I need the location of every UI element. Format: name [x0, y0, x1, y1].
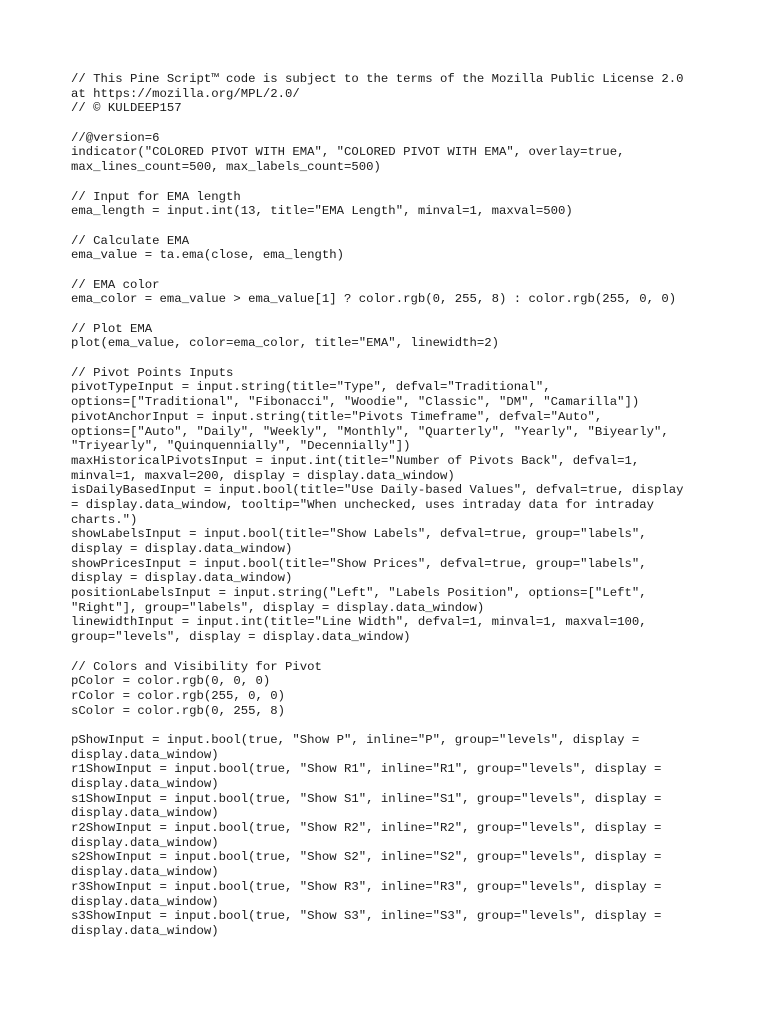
code-line: options=["Auto", "Daily", "Weekly", "Monthly", "Quarterly", "Yearly", "Biyearly", — [71, 424, 669, 439]
code-line: pivotTypeInput = input.string(title="Type", defval="Traditional", — [71, 380, 551, 395]
blank-line — [71, 116, 711, 131]
code-line: s3ShowInput = input.bool(true, "Show S3", inline="S3", group="levels", display = — [71, 909, 662, 924]
code-line: display.data_window) — [71, 806, 219, 821]
code-line: ema_color = ema_value > ema_value[1] ? color.rgb(0, 255, 8) : color.rgb(255, 0, 0) — [71, 292, 677, 307]
blank-line — [71, 351, 711, 366]
code-line: r1ShowInput = input.bool(true, "Show R1", inline="R1", group="levels", display = — [71, 762, 662, 777]
code-line: // Pivot Points Inputs — [71, 365, 234, 380]
code-line: // Calculate EMA — [71, 233, 190, 248]
code-line: r2ShowInput = input.bool(true, "Show R2", inline="R2", group="levels", display = — [71, 821, 662, 836]
code-line: ema_value = ta.ema(close, ema_length) — [71, 248, 345, 263]
code-line: linewidthInput = input.int(title="Line Width", defval=1, minval=1, maxval=100, — [71, 615, 647, 630]
code-line: showPricesInput = input.bool(title="Show Prices", defval=true, group="labels", — [71, 556, 647, 571]
code-line: maxHistoricalPivotsInput = input.int(title="Number of Pivots Back", defval=1, — [71, 453, 640, 468]
code-line: // This Pine Script™ code is subject to the terms of the Mozilla Public License 2.0 — [71, 72, 684, 86]
code-line: options=["Traditional", "Fibonacci", "Woodie", "Classic", "DM", "Camarilla"]) — [71, 395, 640, 410]
blank-line — [71, 645, 711, 660]
code-line: display.data_window) — [71, 865, 219, 880]
code-line: showLabelsInput = input.bool(title="Show Labels", defval=true, group="labels", — [71, 527, 647, 542]
code-line: "Triyearly", "Quinquennially", "Decennially"]) — [71, 439, 411, 454]
code-line: display.data_window) — [71, 777, 219, 791]
code-line: // © KULDEEP157 — [71, 101, 182, 116]
code-line: // Colors and Visibility for Pivot — [71, 659, 322, 674]
code-line: display = display.data_window) — [71, 571, 293, 586]
code-line: sColor = color.rgb(0, 255, 8) — [71, 703, 286, 718]
code-line: charts.") — [71, 512, 138, 527]
code-line: positionLabelsInput = input.string("Left", "Labels Position", options=["Left", — [71, 586, 647, 601]
code-line: r3ShowInput = input.bool(true, "Show R3", inline="R3", group="levels", display = — [71, 879, 662, 894]
code-line: pivotAnchorInput = input.string(title="Pivots Timeframe", defval="Auto", — [71, 409, 603, 424]
code-line: // EMA color — [71, 277, 160, 292]
code-line: ema_length = input.int(13, title="EMA Length", minval=1, maxval=500) — [71, 204, 573, 219]
code-line: s1ShowInput = input.bool(true, "Show S1", inline="S1", group="levels", display = — [71, 791, 662, 806]
code-line: display.data_window) — [71, 747, 219, 762]
blank-line — [71, 219, 711, 234]
code-line: = display.data_window, tooltip="When unchecked, uses intraday data for intraday — [71, 497, 654, 512]
code-block — [71, 72, 711, 939]
code-line: at https://mozilla.org/MPL/2.0/ — [71, 86, 300, 101]
code-line: //@version=6 — [71, 130, 160, 145]
blank-line — [71, 263, 711, 278]
code-line: isDailyBasedInput = input.bool(title="Use Daily-based Values", defval=true, display — [71, 483, 684, 498]
blank-line — [71, 175, 711, 190]
code-line: pShowInput = input.bool(true, "Show P", inline="P", group="levels", display = — [71, 732, 640, 747]
code-line: pColor = color.rgb(0, 0, 0) — [71, 674, 271, 689]
code-line: max_lines_count=500, max_labels_count=500) — [71, 160, 381, 175]
code-line: minval=1, maxval=200, display = display.data_window) — [71, 468, 455, 483]
code-line: rColor = color.rgb(255, 0, 0) — [71, 688, 286, 703]
code-line: group="levels", display = display.data_window) — [71, 630, 411, 645]
blank-line — [71, 718, 711, 733]
code-line: display.data_window) — [71, 835, 219, 850]
code-line: "Right"], group="labels", display = display.data_window) — [71, 600, 485, 615]
code-line: s2ShowInput = input.bool(true, "Show S2", inline="S2", group="levels", display = — [71, 850, 662, 865]
blank-line — [71, 307, 711, 322]
code-line: // Input for EMA length — [71, 189, 241, 204]
code-line: display.data_window) — [71, 894, 219, 909]
code-line: indicator("COLORED PIVOT WITH EMA", "COLORED PIVOT WITH EMA", overlay=true, — [71, 145, 625, 160]
code-line: display = display.data_window) — [71, 542, 293, 556]
code-line: plot(ema_value, color=ema_color, title="EMA", linewidth=2) — [71, 336, 500, 351]
code-line: // Plot EMA — [71, 321, 153, 336]
code-line: display.data_window) — [71, 923, 219, 938]
